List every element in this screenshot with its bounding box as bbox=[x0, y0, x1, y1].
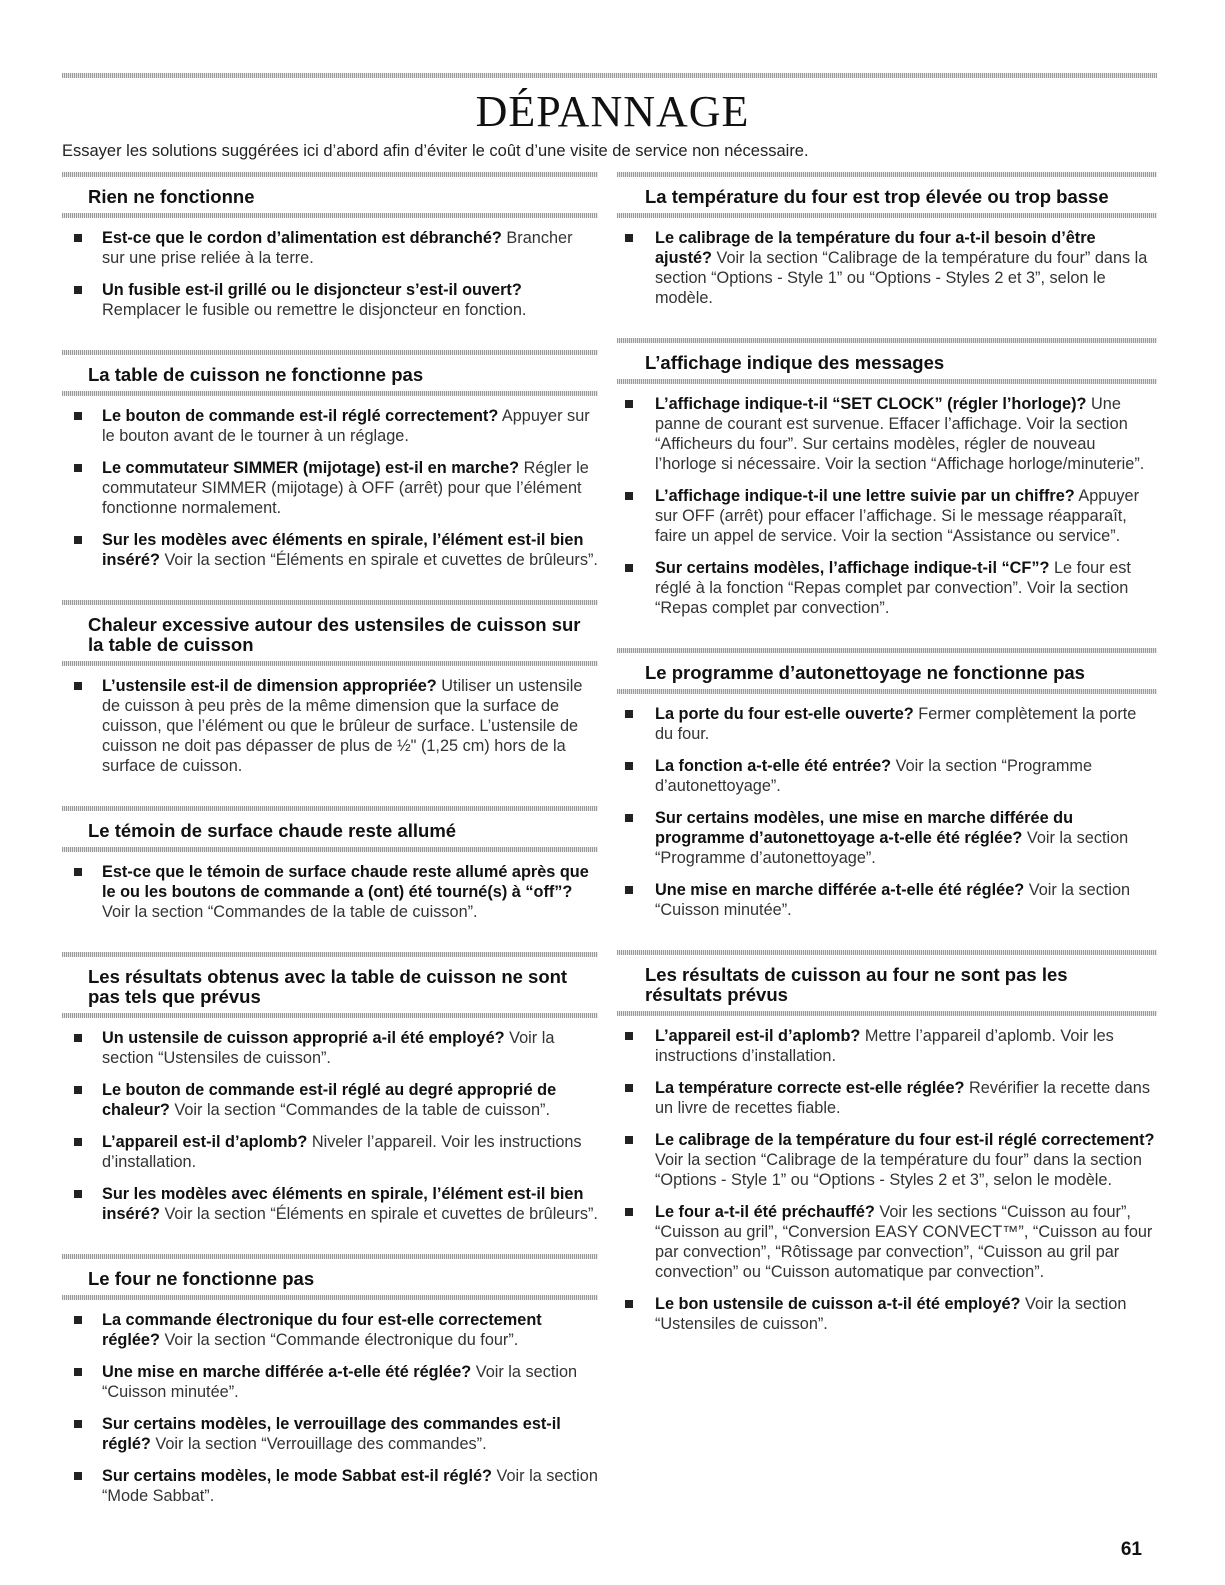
troubleshooting-section bbox=[62, 350, 598, 600]
question-text: L’appareil est-il d’aplomb? bbox=[655, 1027, 861, 1045]
answer-text: Fermer complètement la porte du four. bbox=[655, 705, 1137, 743]
square-bullet-icon bbox=[74, 1472, 82, 1480]
left-column bbox=[62, 172, 598, 1536]
square-bullet-icon bbox=[74, 234, 82, 242]
section-heading: La table de cuisson ne fonctionne pas bbox=[88, 364, 424, 385]
answer-text: Voir la section “Commandes de la table de cuisson”. bbox=[174, 1101, 550, 1119]
answer-text: Voir la section “Calibrage de la température du four” dans la section “Options - Style 1” ou “Options - Styles 2 et 3”, selon le modèle. bbox=[655, 1151, 1142, 1189]
troubleshooting-section bbox=[62, 172, 598, 350]
question-list bbox=[617, 1016, 1157, 1364]
question-text: Une mise en marche différée a-t-elle été réglée? bbox=[655, 881, 1025, 899]
troubleshooting-section bbox=[62, 1254, 598, 1536]
question-text: Sur les modèles avec éléments en spirale, l’élément est-il bien inséré? bbox=[102, 531, 584, 569]
list-item bbox=[62, 1466, 598, 1506]
list-item bbox=[617, 1294, 1157, 1334]
answer-text: Le four est réglé à la fonction “Repas complet par convection”. Voir la section “Repas complet par convection”. bbox=[655, 559, 1131, 617]
troubleshooting-section bbox=[62, 600, 598, 806]
list-item bbox=[617, 394, 1157, 474]
section-heading: Le programme d’autonettoyage ne fonctionne pas bbox=[645, 662, 1085, 683]
question-text: La porte du four est-elle ouverte? bbox=[655, 705, 914, 723]
answer-text: Voir la section “Cuisson minutée”. bbox=[655, 881, 1131, 919]
question-list bbox=[62, 396, 598, 600]
troubleshooting-section bbox=[617, 648, 1157, 950]
question-list bbox=[62, 1018, 598, 1254]
question-text: La température correcte est-elle réglée? bbox=[655, 1079, 965, 1097]
square-bullet-icon bbox=[74, 1316, 82, 1324]
list-item bbox=[617, 756, 1157, 796]
question-text: La fonction a-t-elle été entrée? bbox=[655, 757, 892, 775]
answer-text: Voir les sections “Cuisson au four”, “Cuisson au gril”, “Conversion EASY CONVECT™”, “Cuisson au four par convection”, “Rôtissage par convection”, “Cuisson au gril par convection” ou “Cuisson automatique par convection”. bbox=[655, 1203, 1153, 1281]
section-heading: La température du four est trop élevée ou trop basse bbox=[645, 186, 1109, 207]
list-item bbox=[617, 808, 1157, 868]
intro-text: Essayer les solutions suggérées ici d’abord afin d’éviter le coût d’une visite de service non nécessaire. bbox=[62, 142, 809, 160]
square-bullet-icon bbox=[625, 564, 633, 572]
question-text: Sur certains modèles, l’affichage indique-t-il “CF”? bbox=[655, 559, 1050, 577]
question-text: Le bouton de commande est-il réglé correctement? bbox=[102, 407, 499, 425]
question-text: Le four a-t-il été préchauffé? bbox=[655, 1203, 875, 1221]
section-heading: Les résultats de cuisson au four ne sont pas les résultats prévus bbox=[645, 964, 1068, 1005]
answer-text: Voir la section “Ustensiles de cuisson”. bbox=[655, 1295, 1127, 1333]
question-text: Est-ce que le témoin de surface chaude reste allumé après que le ou les boutons de commande a (ont) été tourné(s) à “off”? bbox=[102, 863, 589, 901]
section-heading: Les résultats obtenus avec la table de cuisson ne sont pas tels que prévus bbox=[88, 966, 568, 1007]
section-heading: L’affichage indique des messages bbox=[645, 352, 945, 373]
answer-text: Voir la section “Programme d’autonettoyage”. bbox=[655, 757, 1093, 795]
square-bullet-icon bbox=[625, 1032, 633, 1040]
square-bullet-icon bbox=[625, 1208, 633, 1216]
square-bullet-icon bbox=[625, 1300, 633, 1308]
answer-text: Une panne de courant est survenue. Effacer l’affichage. Voir la section “Afficheurs du four”. Sur certains modèles, régler de nouveau l’horloge si nécessaire. Voir la section “Affichage horloge/minuterie”. bbox=[655, 395, 1145, 473]
square-bullet-icon bbox=[625, 710, 633, 718]
page-title: DÉPANNAGE bbox=[475, 87, 750, 136]
answer-text: Niveler l’appareil. Voir les instructions d’installation. bbox=[102, 1133, 582, 1171]
top-divider bbox=[62, 73, 1157, 78]
answer-text: Voir la section “Mode Sabbat”. bbox=[102, 1467, 598, 1505]
list-item bbox=[62, 1184, 598, 1224]
square-bullet-icon bbox=[625, 1136, 633, 1144]
answer-text: Voir la section “Commandes de la table de cuisson”. bbox=[102, 903, 478, 921]
square-bullet-icon bbox=[625, 762, 633, 770]
list-item bbox=[62, 530, 598, 570]
square-bullet-icon bbox=[74, 1086, 82, 1094]
question-list bbox=[617, 694, 1157, 950]
list-item bbox=[617, 1202, 1157, 1282]
question-text: Le bouton de commande est-il réglé au degré approprié de chaleur? bbox=[102, 1081, 557, 1119]
question-text: L’ustensile est-il de dimension appropriée? bbox=[102, 677, 437, 695]
answer-text: Brancher sur une prise reliée à la terre. bbox=[102, 229, 573, 267]
square-bullet-icon bbox=[625, 1084, 633, 1092]
answer-text: Appuyer sur OFF (arrêt) pour effacer l’affichage. Si le message réapparaît, faire un appel de service. Voir la section “Assistance ou service”. bbox=[655, 487, 1140, 545]
square-bullet-icon bbox=[74, 1034, 82, 1042]
answer-text: Utiliser un ustensile de cuisson à peu près de la même dimension que la surface de cuisson, que l’élément ou que le brûleur de surface. L’ustensile de cuisson ne doit pas dépasser de plus de ½" (1,25 cm) hors de la surface de cuisson. bbox=[102, 677, 583, 775]
question-list bbox=[62, 218, 598, 350]
question-text: Le calibrage de la température du four a-t-il besoin d’être ajusté? bbox=[655, 229, 1096, 267]
list-item bbox=[62, 1362, 598, 1402]
list-item bbox=[617, 558, 1157, 618]
list-item bbox=[62, 676, 598, 776]
square-bullet-icon bbox=[625, 886, 633, 894]
list-item bbox=[62, 458, 598, 518]
answer-text: Voir la section “Cuisson minutée”. bbox=[102, 1363, 578, 1401]
list-item bbox=[617, 704, 1157, 744]
question-text: Sur certains modèles, le mode Sabbat est-il réglé? bbox=[102, 1467, 492, 1485]
list-item bbox=[62, 1080, 598, 1120]
answer-text: Voir la section “Éléments en spirale et cuvettes de brûleurs”. bbox=[164, 1205, 598, 1223]
square-bullet-icon bbox=[625, 400, 633, 408]
square-bullet-icon bbox=[74, 464, 82, 472]
answer-text: Mettre l’appareil d’aplomb. Voir les instructions d’installation. bbox=[655, 1027, 1114, 1065]
question-text: Sur certains modèles, une mise en marche différée du programme d’autonettoyage a-t-elle été réglée? bbox=[655, 809, 1074, 847]
list-item bbox=[62, 280, 598, 320]
list-item bbox=[617, 1130, 1157, 1190]
list-item bbox=[62, 1028, 598, 1068]
square-bullet-icon bbox=[625, 492, 633, 500]
answer-text: Voir la section “Éléments en spirale et cuvettes de brûleurs”. bbox=[164, 551, 598, 569]
question-text: L’affichage indique-t-il “SET CLOCK” (régler l’horloge)? bbox=[655, 395, 1087, 413]
question-text: L’affichage indique-t-il une lettre suivie par un chiffre? bbox=[655, 487, 1075, 505]
section-heading: Rien ne fonctionne bbox=[88, 186, 255, 207]
section-heading: Chaleur excessive autour des ustensiles de cuisson sur la table de cuisson bbox=[88, 614, 581, 655]
list-item bbox=[617, 1026, 1157, 1066]
section-heading: Le four ne fonctionne pas bbox=[88, 1268, 315, 1289]
square-bullet-icon bbox=[74, 1420, 82, 1428]
question-text: Sur les modèles avec éléments en spirale, l’élément est-il bien inséré? bbox=[102, 1185, 584, 1223]
question-list bbox=[617, 218, 1157, 338]
question-text: Sur certains modèles, le verrouillage des commandes est-il réglé? bbox=[102, 1415, 561, 1453]
question-text: L’appareil est-il d’aplomb? bbox=[102, 1133, 308, 1151]
list-item bbox=[62, 1310, 598, 1350]
list-item bbox=[62, 1414, 598, 1454]
question-text: Le calibrage de la température du four est-il réglé correctement? bbox=[655, 1131, 1155, 1149]
question-list bbox=[62, 1300, 598, 1536]
troubleshooting-section bbox=[62, 806, 598, 952]
list-item bbox=[62, 1132, 598, 1172]
answer-text: Revérifier la recette dans un livre de recettes fiable. bbox=[655, 1079, 1151, 1117]
list-item bbox=[617, 1078, 1157, 1118]
troubleshooting-section bbox=[617, 950, 1157, 1364]
section-heading: Le témoin de surface chaude reste allumé bbox=[88, 820, 457, 841]
square-bullet-icon bbox=[625, 234, 633, 242]
troubleshooting-section bbox=[617, 172, 1157, 338]
question-text: Le commutateur SIMMER (mijotage) est-il en marche? bbox=[102, 459, 520, 477]
answer-text: Voir la section “Ustensiles de cuisson”. bbox=[102, 1029, 555, 1067]
question-list bbox=[62, 666, 598, 806]
right-column bbox=[617, 172, 1157, 1364]
answer-text: Voir la section “Calibrage de la température du four” dans la section “Options - Style 1” ou “Options - Styles 2 et 3”, selon le modèle. bbox=[655, 249, 1148, 307]
square-bullet-icon bbox=[74, 1190, 82, 1198]
answer-text: Voir la section “Programme d’autonettoyage”. bbox=[655, 829, 1129, 867]
question-text: Un fusible est-il grillé ou le disjoncteur s’est-il ouvert? bbox=[102, 281, 522, 299]
list-item bbox=[617, 228, 1157, 308]
troubleshooting-section bbox=[617, 338, 1157, 648]
square-bullet-icon bbox=[74, 682, 82, 690]
question-list bbox=[62, 852, 598, 952]
question-text: Un ustensile de cuisson approprié a-il été employé? bbox=[102, 1029, 505, 1047]
question-text: La commande électronique du four est-elle correctement réglée? bbox=[102, 1311, 542, 1349]
question-text: Le bon ustensile de cuisson a-t-il été employé? bbox=[655, 1295, 1021, 1313]
square-bullet-icon bbox=[74, 1138, 82, 1146]
square-bullet-icon bbox=[74, 286, 82, 294]
troubleshooting-section bbox=[62, 952, 598, 1254]
list-item bbox=[62, 228, 598, 268]
square-bullet-icon bbox=[74, 868, 82, 876]
list-item bbox=[617, 880, 1157, 920]
question-list bbox=[617, 384, 1157, 648]
square-bullet-icon bbox=[74, 1368, 82, 1376]
square-bullet-icon bbox=[74, 412, 82, 420]
answer-text: Régler le commutateur SIMMER (mijotage) à OFF (arrêt) pour que l’élément fonctionne normalement. bbox=[102, 459, 589, 517]
question-text: Une mise en marche différée a-t-elle été réglée? bbox=[102, 1363, 472, 1381]
square-bullet-icon bbox=[74, 536, 82, 544]
page-number: 61 bbox=[1120, 1539, 1142, 1560]
answer-text: Appuyer sur le bouton avant de le tourner à un réglage. bbox=[102, 407, 590, 445]
question-text: Est-ce que le cordon d’alimentation est débranché? bbox=[102, 229, 502, 247]
answer-text: Remplacer le fusible ou remettre le disjoncteur en fonction. bbox=[102, 301, 527, 319]
list-item bbox=[62, 406, 598, 446]
answer-text: Voir la section “Verrouillage des commandes”. bbox=[155, 1435, 487, 1453]
square-bullet-icon bbox=[625, 814, 633, 822]
list-item bbox=[617, 486, 1157, 546]
list-item bbox=[62, 862, 598, 922]
answer-text: Voir la section “Commande électronique du four”. bbox=[164, 1331, 519, 1349]
